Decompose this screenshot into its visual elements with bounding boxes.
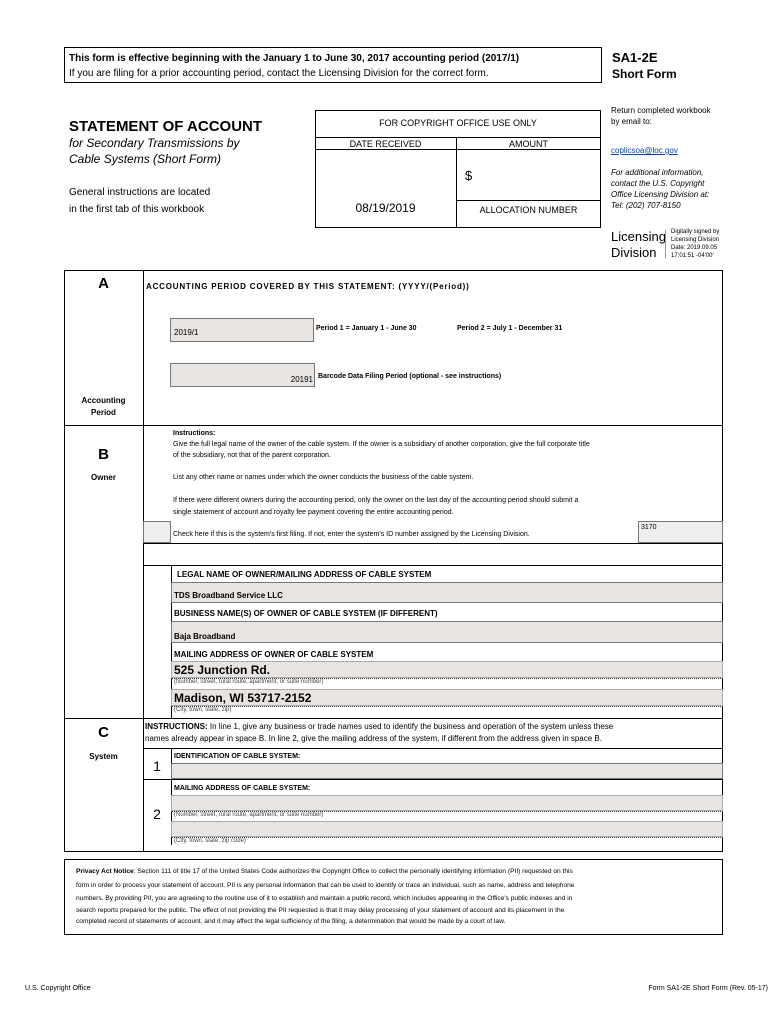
period-value: 2019/1 bbox=[174, 328, 199, 337]
line-1-number: 1 bbox=[153, 758, 161, 774]
legal-name-value: TDS Broadband Service LLC bbox=[174, 591, 283, 600]
signature-detail-2: Licensing Division bbox=[671, 237, 720, 243]
section-b-bottom bbox=[64, 718, 723, 719]
section-a-label-2: Period bbox=[91, 408, 116, 417]
owner-instructions-head: Instructions: bbox=[173, 430, 216, 437]
office-use-divider bbox=[315, 137, 601, 138]
owner-instruction-1a: Give the full legal name of the owner of the cable system. If the owner is a subsidiary of another corporation, give the full corporate title bbox=[173, 441, 590, 448]
footer-left: U.S. Copyright Office bbox=[25, 985, 91, 992]
system-street-input[interactable] bbox=[171, 795, 723, 811]
period-2-note: Period 2 = July 1 - December 31 bbox=[457, 325, 563, 332]
info-line-1: For additional information, bbox=[611, 168, 704, 177]
owner-instruction-3b: single statement of account and royalty fee payment covering the entire accounting period. bbox=[173, 509, 454, 516]
owner-street-hint: (Number, street, rural route, apartment, or suite number) bbox=[174, 679, 324, 685]
section-a-letter: A bbox=[98, 275, 109, 292]
effective-line: This form is effective beginning with the January 1 to June 30, 2017 accounting period (2017/1) bbox=[69, 53, 520, 64]
privacy-line-4: search reports prepared for the public. The effect of not providing the PII requested is that it may delay processing of your statement of account and its placement in the bbox=[76, 907, 565, 914]
email-link[interactable]: coplicsoa@loc.gov bbox=[611, 146, 678, 155]
owner-street-value: 525 Junction Rd. bbox=[174, 663, 271, 677]
system-instructions-bold: INSTRUCTIONS: bbox=[145, 722, 208, 731]
signature-name-2: Division bbox=[611, 245, 657, 260]
info-line-3: Office Licensing Division at: bbox=[611, 190, 710, 199]
barcode-value: 20191 bbox=[290, 375, 313, 384]
owner-city-hint: (City, town, state, zip) bbox=[174, 707, 232, 713]
section-c-label: System bbox=[89, 752, 118, 761]
form-type: Short Form bbox=[612, 67, 677, 81]
info-line-2: contact the U.S. Copyright bbox=[611, 179, 705, 188]
signature-detail-4: 17:01:51 -04'00' bbox=[671, 253, 714, 259]
section-c-letter: C bbox=[98, 724, 109, 741]
allocation-label: ALLOCATION NUMBER bbox=[479, 205, 578, 215]
footer-right: Form SA1-2E Short Form (Rev. 05-17) bbox=[648, 985, 768, 992]
legal-name-label: LEGAL NAME OF OWNER/MAILING ADDRESS OF CABLE SYSTEM bbox=[177, 570, 432, 579]
section-b-letter: B bbox=[98, 446, 109, 463]
subtitle-line-2: Cable Systems (Short Form) bbox=[69, 152, 222, 166]
owner-instruction-2: List any other name or names under which the owner conducts the business of the cable system. bbox=[173, 474, 474, 481]
general-instructions-2: in the first tab of this workbook bbox=[69, 204, 205, 215]
business-name-label: BUSINESS NAME(S) OF OWNER OF CABLE SYSTEM (IF DIFFERENT) bbox=[174, 609, 438, 618]
form-code: SA1-2E bbox=[612, 50, 658, 65]
barcode-label: Barcode Data Filing Period (optional - see instructions) bbox=[318, 373, 502, 380]
period-1-note: Period 1 = January 1 - June 30 bbox=[316, 325, 417, 332]
system-instructions-text: In line 1, give any business or trade names used to identify the business and operation of the system unless these bbox=[207, 722, 614, 731]
return-line-1: Return completed workbook bbox=[611, 106, 711, 115]
system-mailing-label: MAILING ADDRESS OF CABLE SYSTEM: bbox=[174, 785, 311, 792]
prior-line: If you are filing for a prior accounting period, contact the Licensing Division for the correct form. bbox=[69, 68, 489, 79]
system-ident-label: IDENTIFICATION OF CABLE SYSTEM: bbox=[174, 753, 301, 760]
office-use-heading: FOR COPYRIGHT OFFICE USE ONLY bbox=[379, 118, 537, 128]
owner-instruction-1b: of the subsidiary, not that of the parent corporation. bbox=[173, 452, 331, 459]
signature-name-1: Licensing bbox=[611, 229, 666, 244]
section-b-label: Owner bbox=[91, 473, 116, 482]
subtitle-line-1: for Secondary Transmissions by bbox=[69, 136, 240, 150]
amount-label: AMOUNT bbox=[509, 139, 548, 149]
system-city-hint: (City, town, state, zip code) bbox=[174, 838, 246, 844]
date-received-value: 08/19/2019 bbox=[355, 201, 416, 215]
line-2-number: 2 bbox=[153, 806, 161, 822]
system-street-hint: (Number, street, rural route, apartment, or suite number) bbox=[174, 812, 324, 818]
privacy-line-2: form in order to process your statement of account. PII is any personal information that can be used to identify or trace an individual, such as name, address and telephone bbox=[76, 882, 575, 889]
privacy-text-1: : Section 111 of title 17 of the United States Code authorizes the Copyright Office to collect the personally identifying information (PII) requested on this bbox=[133, 868, 573, 875]
dollar-sign: $ bbox=[465, 168, 473, 183]
business-name-input[interactable] bbox=[171, 621, 723, 643]
owner-mailing-label: MAILING ADDRESS OF OWNER OF CABLE SYSTEM bbox=[174, 650, 374, 659]
return-line-2: by email to: bbox=[611, 117, 652, 126]
privacy-line-3: numbers. By providing PII, you are agreeing to the routine use of it to establish and maintain a public record, which includes appearing in the Office's public indexes and in bbox=[76, 895, 573, 902]
system-city-input[interactable] bbox=[171, 821, 723, 837]
signature-detail-3: Date: 2019.09.05 bbox=[671, 245, 718, 251]
system-instructions-2: names already appear in space B. In line 2, give the mailing address of the system, if different from the address given in space B. bbox=[145, 734, 602, 743]
page-title: STATEMENT OF ACCOUNT bbox=[69, 118, 263, 135]
system-id-value: 3170 bbox=[641, 524, 657, 531]
business-name-value: Baja Broadband bbox=[174, 632, 236, 641]
general-instructions-1: General instructions are located bbox=[69, 187, 211, 198]
first-filing-checkbox[interactable] bbox=[143, 521, 171, 543]
owner-city-value: Madison, WI 53717-2152 bbox=[174, 691, 312, 705]
date-received-label: DATE RECEIVED bbox=[349, 139, 422, 149]
system-instructions-1 bbox=[145, 722, 613, 731]
section-a-heading: ACCOUNTING PERIOD COVERED BY THIS STATEMENT: (YYYY/(Period)) bbox=[146, 282, 470, 291]
privacy-line-5: completed record of statements of account, and it may affect the legal sufficiency of the filing, a determination that would be made by a court of law. bbox=[76, 918, 506, 925]
owner-instruction-3a: If there were different owners during the accounting period, only the owner on the last day of the accounting period should submit a bbox=[173, 497, 579, 504]
system-ident-input[interactable] bbox=[171, 763, 723, 779]
first-filing-label: Check here if this is the system's first filing. If not, enter the system's ID number assigned by the Licensing Division. bbox=[173, 531, 530, 538]
section-a-bottom bbox=[64, 425, 723, 426]
signature-detail-1: Digitally signed by bbox=[671, 229, 720, 235]
privacy-bold: Privacy Act Notice bbox=[76, 868, 134, 875]
info-line-4: Tel: (202) 707-8150 bbox=[611, 201, 681, 210]
privacy-line-1 bbox=[76, 868, 573, 875]
section-a-label-1: Accounting bbox=[81, 396, 126, 405]
